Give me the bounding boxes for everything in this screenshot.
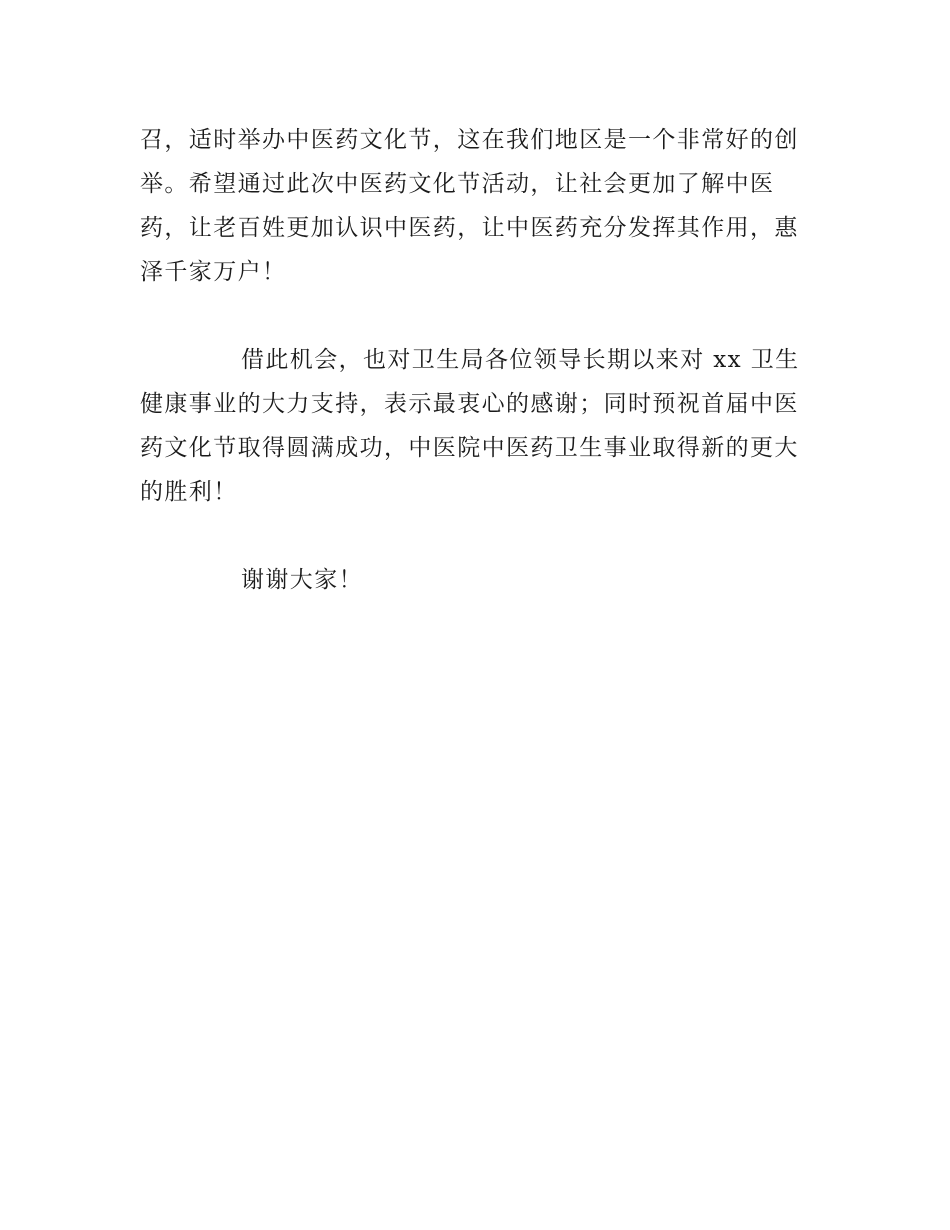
- document-body: [140, 118, 812, 602]
- text-line: 泽千家万户！: [140, 259, 287, 285]
- paragraph-sign-off: [140, 558, 812, 602]
- text-line: 药文化节取得圆满成功，中医院中医药卫生事业取得新的更大: [140, 435, 799, 461]
- text-line: 借此机会，也对卫生局各位领导长期以来对 xx 卫生: [241, 347, 800, 373]
- text-line: 召，适时举办中医药文化节，这在我们地区是一个非常好的创: [140, 127, 799, 153]
- text-line: 健康事业的大力支持，表示最衷心的感谢；同时预祝首届中医: [140, 391, 799, 417]
- text-line: 的胜利！: [140, 479, 238, 505]
- paragraph-gap: [140, 294, 812, 338]
- paragraph-thanks: [140, 338, 812, 514]
- paragraph-gap: [140, 514, 812, 558]
- text-line: 谢谢大家！: [241, 567, 363, 593]
- paragraph-closing-remarks: [140, 118, 812, 294]
- text-line: 举。希望通过此次中医药文化节活动，让社会更加了解中医: [140, 171, 775, 197]
- text-line: 药，让老百姓更加认识中医药，让中医药充分发挥其作用，惠: [140, 215, 799, 241]
